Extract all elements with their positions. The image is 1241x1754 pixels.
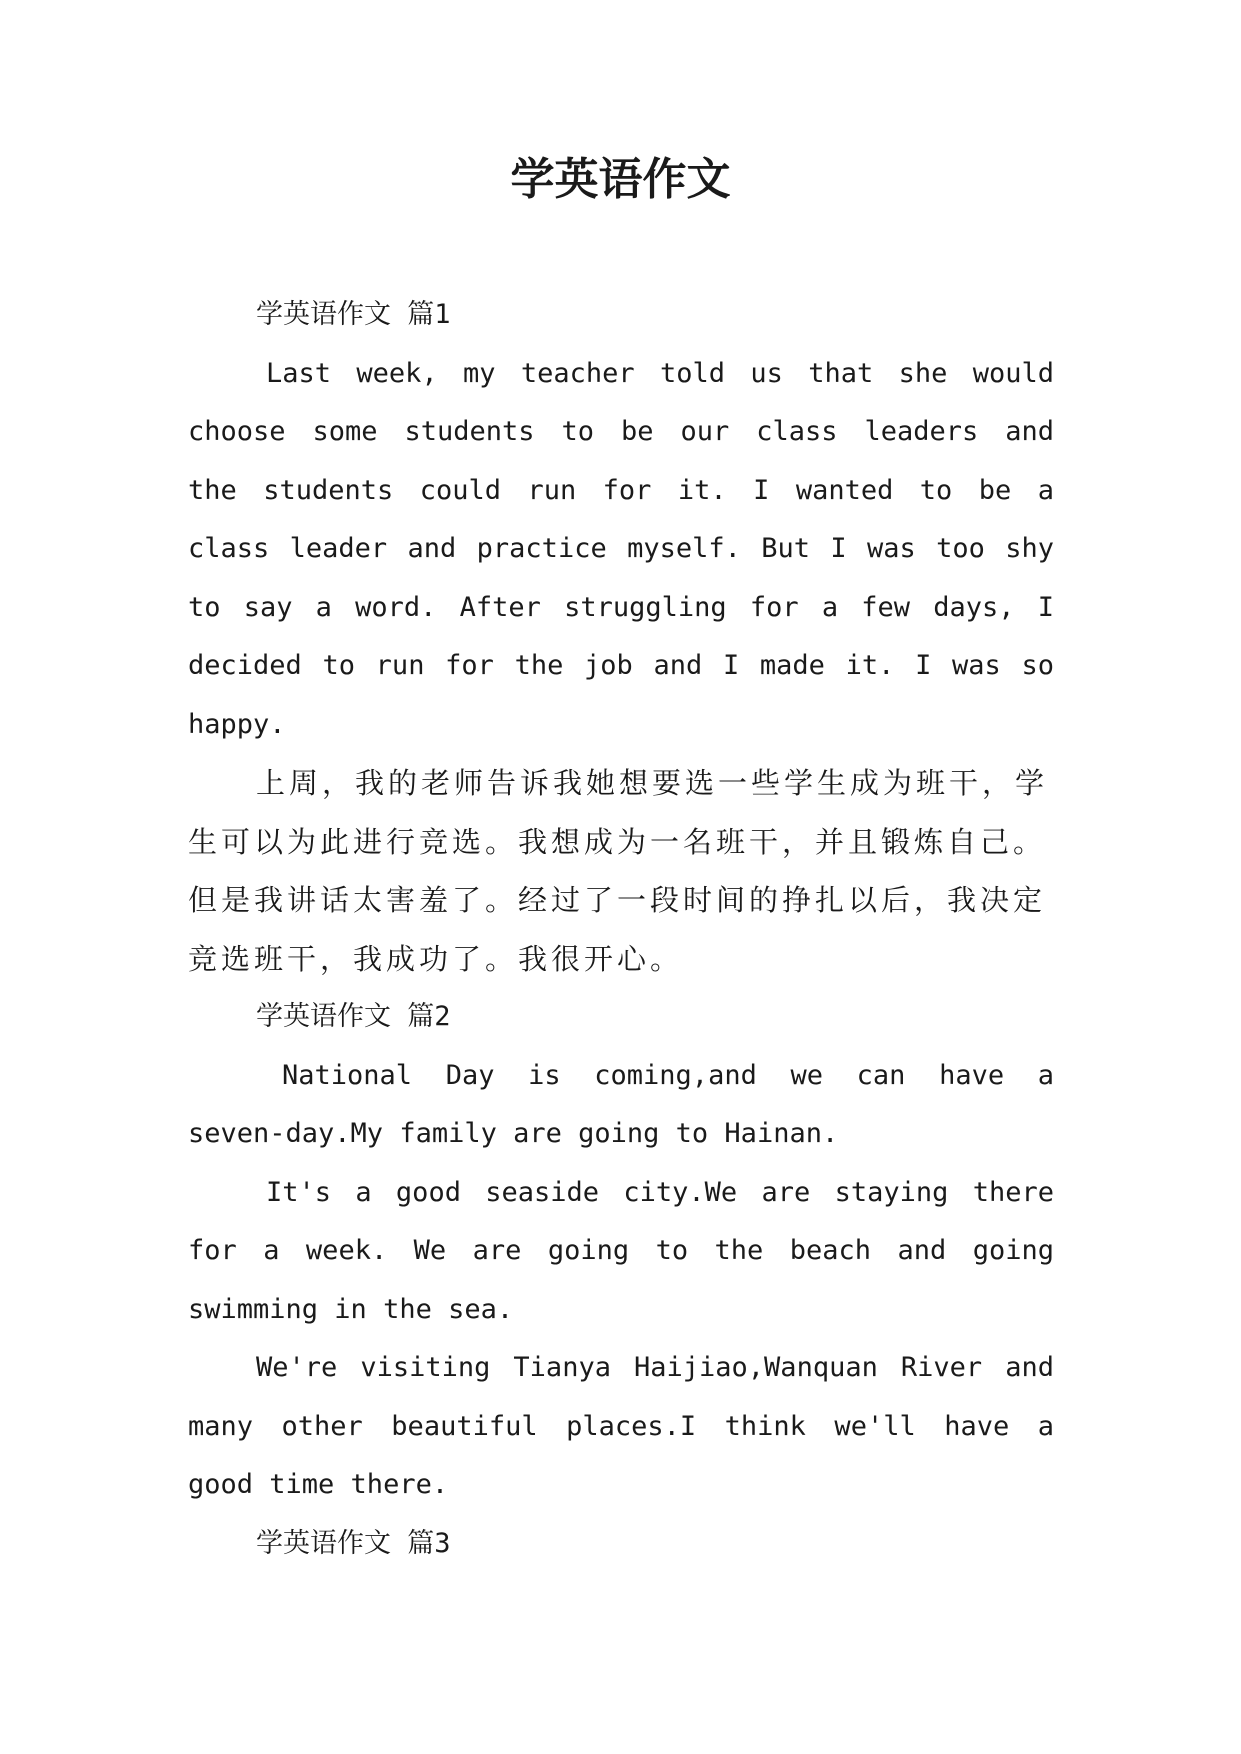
text-line: seven-day.My family are going to Hainan. — [188, 1118, 839, 1149]
text-line: 生可以为此进行竞选。我想成为一名班干，并且锻炼自己。 — [188, 824, 1047, 859]
text-line: to say a word. After struggling for a few days, I — [188, 591, 1054, 623]
document-body — [188, 286, 1054, 1573]
text-line: 竞选班干，我成功了。我很开心。 — [188, 941, 684, 976]
text-line: Last week, my teacher told us that she would — [266, 357, 1054, 389]
page-title: 学英语作文 — [510, 154, 731, 205]
text-line: It's a good seaside city.We are staying there — [266, 1176, 1054, 1208]
paragraph — [188, 1164, 1054, 1340]
text-line: the students could run for it. I wanted to be a — [188, 474, 1054, 506]
text-line: National Day is coming,and we can have a — [282, 1059, 1054, 1091]
paragraph — [188, 1047, 1054, 1164]
text-line: choose some students to be our class leaders and — [188, 416, 1054, 447]
text-line: for a week. We are going to the beach and going — [188, 1235, 1054, 1266]
text-line: class leader and practice myself. But I was too shy — [188, 533, 1054, 564]
text-line: happy. — [188, 708, 286, 740]
text-line: 但是我讲话太害羞了。经过了一段时间的挣扎以后，我决定 — [188, 883, 1047, 917]
paragraph — [188, 345, 1054, 755]
text-line: 上周，我的老师告诉我她想要选一些学生成为班干，学 — [256, 766, 1049, 800]
paragraph — [188, 754, 1054, 988]
text-line: swimming in the sea. — [188, 1293, 514, 1325]
text-line: many other beautiful places.I think we'll have a — [188, 1410, 1054, 1442]
section-heading: 学英语作文 篇2 — [256, 1001, 451, 1032]
paragraph — [188, 1339, 1054, 1515]
text-line: good time there. — [188, 1469, 449, 1500]
text-line: We're visiting Tianya Haijiao,Wanquan River and — [256, 1352, 1054, 1383]
section-heading: 学英语作文 篇3 — [256, 1527, 451, 1559]
section-heading: 学英语作文 篇1 — [256, 299, 451, 330]
text-line: decided to run for the job and I made it. I was so — [188, 650, 1054, 681]
